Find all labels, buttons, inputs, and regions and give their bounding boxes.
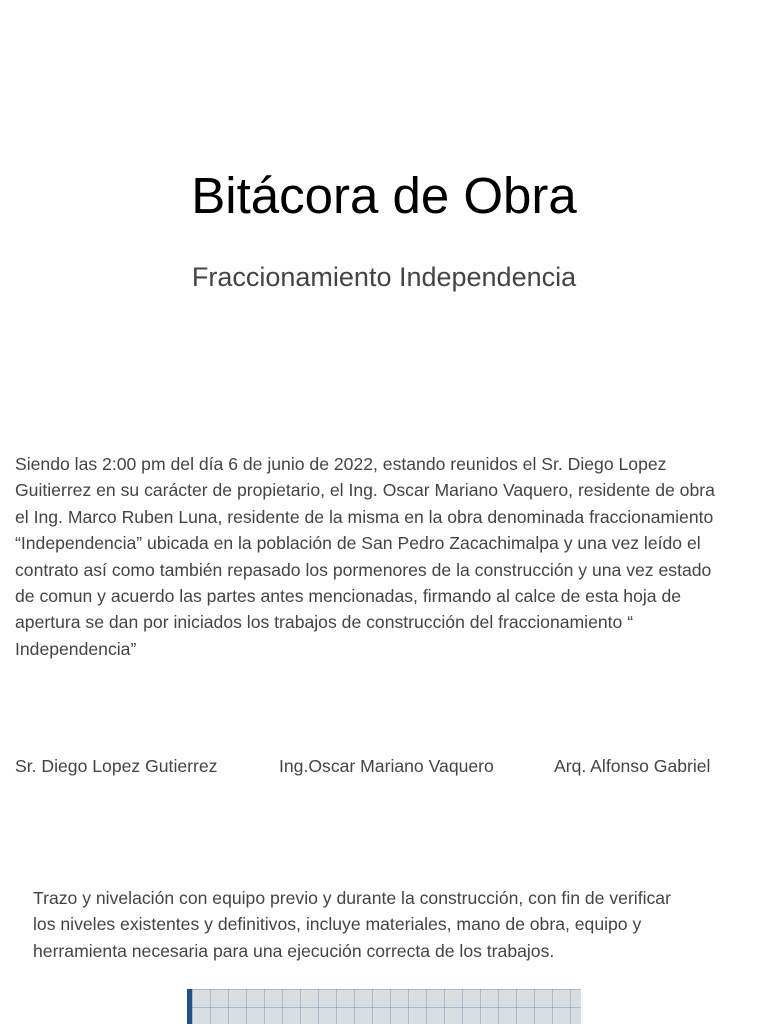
document-title: Bitácora de Obra [191, 167, 577, 224]
note-line: Trazo y nivelación con equipo previo y durante la construcción, con fin de verificar [33, 888, 671, 908]
graph-paper-photo [187, 989, 581, 1024]
work-note-paragraph [33, 885, 671, 964]
body-line: de comun y acuerdo las partes antes mencionadas, firmando al calce de esta hoja de [15, 586, 682, 607]
body-line: apertura se dan por iniciados los trabajos de construcción del fraccionamiento “ [15, 612, 634, 633]
body-line: Independencia” [15, 638, 137, 659]
body-line: Siendo las 2:00 pm del día 6 de junio de 2022, estando reunidos el Sr. Diego Lopez [15, 454, 667, 474]
body-line: el Ing. Marco Ruben Luna, residente de la misma en la obra denominada fraccionamiento [15, 506, 714, 527]
note-line: los niveles existentes y definitivos, incluye materiales, mano de obra, equipo y [33, 914, 642, 935]
body-paragraph [15, 451, 768, 662]
note-line: herramienta necesaria para una ejecución correcta de los trabajos. [33, 940, 555, 961]
signature-engineer: Ing.Oscar Mariano Vaquero [279, 756, 494, 776]
signature-architect: Arq. Alfonso Gabriel [554, 756, 711, 776]
document-subtitle: Fraccionamiento Independencia [191, 262, 577, 292]
signature-owner: Sr. Diego Lopez Gutierrez [15, 756, 218, 776]
body-line: contrato así como también repasado los pormenores de la construcción y una vez estado [15, 559, 712, 580]
body-line: “Independencia” ubicada en la población de San Pedro Zacachimalpa y una vez leído el [15, 533, 701, 554]
body-line: Guitierrez en su carácter de propietario, el Ing. Oscar Mariano Vaquero, residente de obra [15, 480, 715, 501]
